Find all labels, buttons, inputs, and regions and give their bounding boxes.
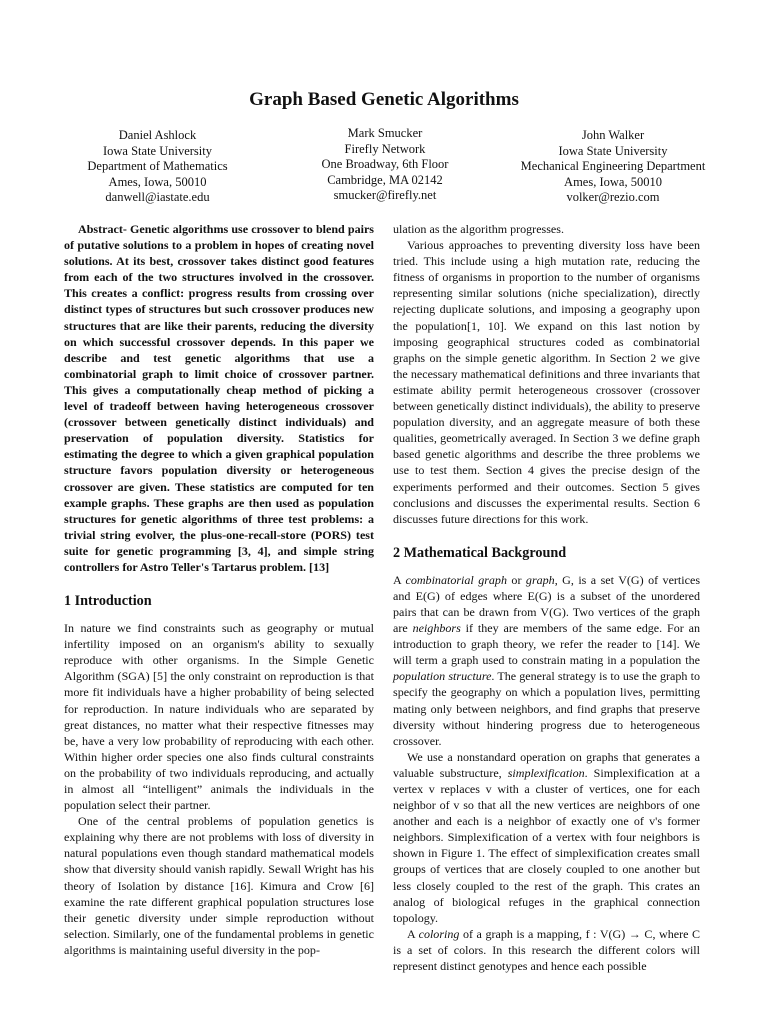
section-heading-introduction: 1 Introduction: [64, 593, 152, 610]
spacer: [64, 610, 374, 620]
author-affiliation: Ames, Iowa, 50010: [108, 174, 207, 189]
spacer: [393, 527, 700, 544]
author-email: danwell@iastate.edu: [105, 190, 210, 204]
author-name: John Walker: [581, 128, 645, 142]
author-walker: [483, 128, 743, 206]
author-ashlock: [40, 128, 275, 206]
abstract: Abstract- Genetic algorithms use crossover to blend pairs of putative solutions to a problem in hopes of creating novel solutions. At its best, crossover takes distinct good features from each of the two structures involved in the crossover. This creates a conflict: progress results from crossing over distinct types of structures but such crossover produces new structures that are like their parents, reducing the diversity on which successful crossover depends. In this paper we describe and test genetic algorithms that use a combinatorial graph to limit choice of crossover partner. This gives a computationally cheap method of picking a level of tradeoff between having heterogeneous crossover (crossover between genetically distinct individuals) and preservation of population diversity. Statistics for estimating the degree to which a given graphical population structure favors population diversity or heterogeneous crossover are given. These statistics are computed for ten example graphs. These graphs are then used as population structures for genetic algorithms of three test problems: a trivial string evolver, the plus-one-recall-store (PORS) test suite for genetic programming [3, 4], and simple string controllers for Astro Teller's Tartarus problem. [13]: [64, 222, 374, 574]
author-name: Daniel Ashlock: [118, 128, 197, 142]
term-graph: graph: [525, 572, 555, 587]
author-affiliation: Mechanical Engineering Department: [520, 159, 706, 173]
term-combinatorial-graph: combinatorial graph: [405, 572, 507, 587]
paper-title: Graph Based Genetic Algorithms: [249, 89, 519, 110]
background-paragraph-2: We use a nonstandard operation on graphs that generates a valuable substructure, simplexification. Simplexification at a vertex v replaces v with a cluster of vertices, one for each neighbor of v so that all the new vertices are neighbors of one another and each is a neighbor of exactly one of v's former neighbors. Simplexification of a vertex with four neighbors is shown in Figure 1. The effect of simplexification creates small groups of vertices that are closely coupled to one another but less closely coupled to the rest of the graph. This crates an analog of biological refuges in the graphical connection topology.: [393, 749, 700, 925]
intro-paragraph-2-continued: ulation as the algorithm progresses.: [393, 222, 564, 236]
section-heading-mathematical-background: 2 Mathematical Background: [393, 544, 567, 561]
author-email: smucker@firefly.net: [333, 188, 437, 202]
author-email: volker@rezio.com: [566, 190, 660, 204]
author-affiliation: Cambridge, MA 02142: [327, 172, 443, 187]
author-affiliation: Iowa State University: [102, 143, 212, 158]
term-simplexification: simplexification: [507, 765, 585, 780]
right-column: [393, 221, 700, 974]
background-paragraph-1: A combinatorial graph or graph, G, is a set V(G) of vertices and E(G) of edges where E(G) is a subset of the unordered pairs that can be drawn from V(G). Two vertices of the graph are neighbors if they are members of the same edge. For an introduction to graph theory, we refer the reader to [14]. We will term a graph used to constrain mating in a population the population structure. The general strategy is to use the graph to specify the geography on which a population lives, permitting mating only between neighbors, and find graphs that preserve diversity without hindering progress due to heterogeneous crossover.: [393, 572, 701, 748]
author-affiliation: One Broadway, 6th Floor: [321, 157, 449, 171]
author-affiliation: Iowa State University: [558, 143, 668, 158]
author-name: Mark Smucker: [347, 126, 423, 140]
author-affiliation: Firefly Network: [344, 141, 426, 156]
author-smucker: [265, 126, 505, 204]
term-neighbors: neighbors: [412, 621, 461, 636]
intro-paragraph-1: In nature we find constraints such as geography or mutual infertility imposed on an organism's ability to sexually reproduce with other organisms. In the Simple Genetic Algorithm (SGA) [5] the only constraint on reproduction is that more fit individuals have a higher probability of being selected for reproduction. In nature individuals who are separated by great distances, no matter what their respective fitnesses may be, have a very low probability of reproducing with each other. Within higher order species one also finds cultural constraints on the probability of two individuals reproducing, and actually in almost all “intelligent” animals the individuals in the population select their partner.: [64, 621, 374, 813]
spacer: [393, 562, 700, 572]
term-coloring: coloring: [418, 926, 460, 941]
spacer: [64, 575, 374, 592]
author-affiliation: Ames, Iowa, 50010: [564, 174, 662, 189]
author-affiliation: Department of Mathematics: [87, 159, 228, 173]
intro-paragraph-2: One of the central problems of population genetics is explaining why there are not problems with loss of diversity in natural populations even though standard mathematical models show that diversity should vanish rapidly. Sewall Wright has his theory of Isolation by distance [16]. Kimura and Crow [6] examine the rate different graphical population structures lose their genetic diversity under simple reproduction without selection. Similarly, one of the fundamental problems in genetic algorithms is maintaining useful diversity in the pop-: [64, 814, 374, 957]
background-paragraph-3: A coloring of a graph is a mapping, f : V(G) → C, where C is a set of colors. In this research the different colors will represent distinct genotypes and hence each possible: [393, 926, 701, 974]
intro-paragraph-3: Various approaches to preventing diversity loss have been tried. This include using a high mutation rate, reducing the fitness of organisms in proportion to the number of organisms representing similar solutions (niche specialization), directly rejecting duplicate solutions, and imposing a geography upon the population[1, 10]. We expand on this last notion by imposing geographical structures coded as combinatorial graphs on the simple genetic algorithm. In Section 2 we give the necessary mathematical definitions and three invariants that estimate ability permit heterogeneous crossover (crossover between genetically distinct individuals), the ability to preserve population diversity, and an aggregate measure of both these qualities, geometrically averaged. In Section 3 we define graph based genetic algorithms and describe the three problems we use to test them. Section 4 gives the precise design of the experiments performed and their outcomes. Section 5 gives conclusions and discusses the experimental results. Section 6 discusses future directions for this work.: [393, 238, 700, 526]
term-population-structure: population structure: [393, 669, 492, 684]
left-column: [64, 221, 374, 958]
author-block: [40, 126, 730, 206]
